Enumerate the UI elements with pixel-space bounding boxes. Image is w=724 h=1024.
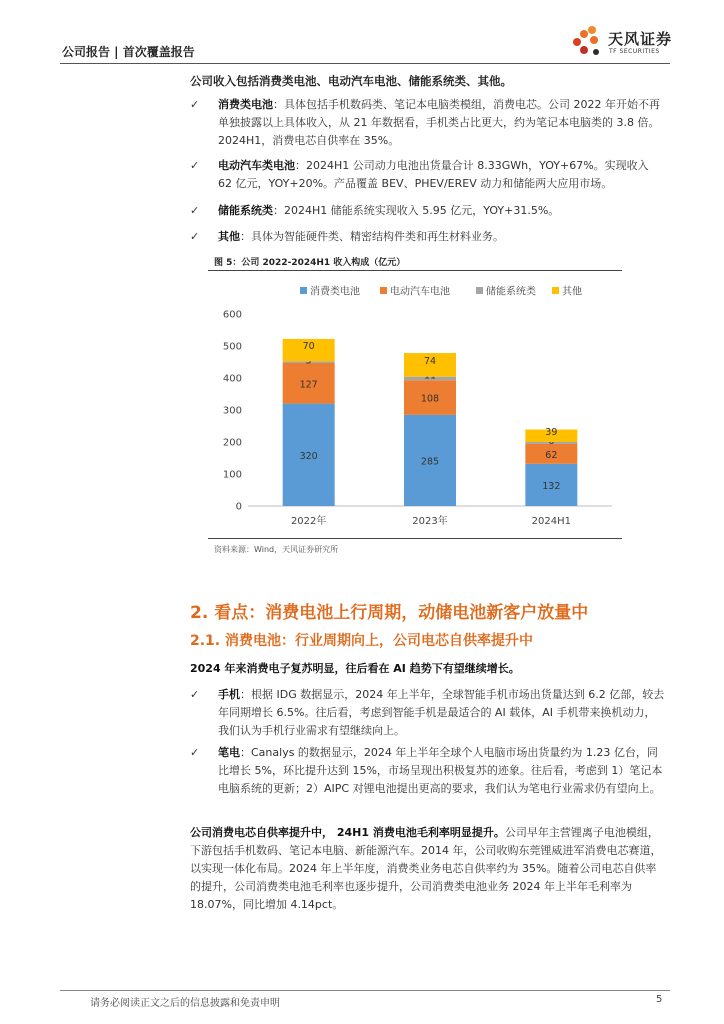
brand-name: 天风证券 xyxy=(608,30,673,48)
bullet-consumer-battery: ✓ 消费类电池：具体包括手机数码类、笔记本电脑类模组，消费电芯。公司 2022 年开始不再单独披露以上具体收入，从 21 年数据看，手机类占比更大，约为笔记本电脑类的 3.8 倍。2024H1，消费电芯自供率在 35%。 xyxy=(190,98,660,147)
legend-label: 其他 xyxy=(562,286,582,298)
report-type-header: 公司报告 | 首次覆盖报告 xyxy=(62,45,195,59)
data-label: 70 xyxy=(302,341,315,353)
check-icon: ✓ xyxy=(190,230,200,243)
y-tick-label: 0 xyxy=(235,501,242,513)
x-tick-label: 2022年 xyxy=(290,516,327,527)
data-label: 39 xyxy=(545,426,558,438)
legend-label: 电动汽车电池 xyxy=(390,286,450,298)
section-heading: 2. 看点：消费电池上行周期，动储电池新客户放量中 xyxy=(190,603,589,623)
y-tick-label: 400 xyxy=(222,373,242,385)
data-label: 285 xyxy=(420,456,440,468)
data-label: 74 xyxy=(423,355,437,367)
y-tick-label: 500 xyxy=(222,341,242,353)
legend-swatch xyxy=(380,287,387,294)
bullet-energy-storage: ✓ 储能系统类：2024H1 储能系统实现收入 5.95 亿元，YOY+31.5%。 xyxy=(190,202,665,220)
body-paragraph: 公司消费电芯自供率提升中， 24H1 消费电池毛利率明显提升。公司早年主营锂离子电池模组，下游包括手机数码、笔记本电脑、新能源汽车。2014 年，公司收购东莞锂威进军消费电芯赛道，以实现一体化布局。2024 年上半年度，消费类业务电芯自供率约为 35%。随着公司电芯自供率的提升，公司消费类电池毛利率也逐步提升，公司消费类电池业务 2024 年上半年毛利率为 18.07%，同比增加 4.14pct。 xyxy=(190,826,662,911)
revenue-stacked-bar-chart xyxy=(208,272,622,536)
data-label: 62 xyxy=(545,449,558,461)
footer-disclaimer: 请务必阅读正文之后的信息披露和免责申明 xyxy=(90,998,280,1009)
header-divider xyxy=(60,63,670,64)
legend-swatch xyxy=(552,287,559,294)
y-tick-label: 100 xyxy=(222,469,242,481)
check-icon: ✓ xyxy=(190,688,200,701)
data-label: 320 xyxy=(299,450,318,462)
legend-label: 消费类电池 xyxy=(310,286,360,298)
legend-label: 储能系统类 xyxy=(486,286,536,298)
footer-divider xyxy=(60,990,670,991)
legend-swatch xyxy=(476,287,483,294)
brand-name-en: TF SECURITIES xyxy=(609,48,660,55)
figure-bottom-rule xyxy=(208,538,622,539)
y-tick-label: 600 xyxy=(222,309,242,321)
data-label: 108 xyxy=(420,393,440,405)
check-icon: ✓ xyxy=(190,746,200,759)
check-icon: ✓ xyxy=(190,98,200,111)
bullet-ev-battery: ✓ 电动汽车类电池：2024H1 公司动力电池出货量合计 8.33GWh，YOY+67%。实现收入 62 亿元，YOY+20%。产品覆盖 BEV、PHEV/EREV 动力和储能两大应用市场。 xyxy=(190,159,649,190)
legend-swatch xyxy=(300,287,307,294)
bullet-other: ✓ 其他：具体为智能硬件类、精密结构件类和再生材料业务。 xyxy=(190,228,665,246)
revenue-intro: 公司收入包括消费类电池、电动汽车电池、储能系统类、其他。 xyxy=(190,74,512,88)
figure-top-rule xyxy=(208,270,622,271)
check-icon: ✓ xyxy=(190,159,200,172)
figure-title: 图 5：公司 2022-2024H1 收入构成（亿元） xyxy=(214,258,406,268)
section-lead: 2024 年来消费电子复苏明显，往后看在 AI 趋势下有望继续增长。 xyxy=(190,662,520,675)
bullet-laptop: ✓ 笔电：Canalys 的数据显示，2024 年上半年全球个人电脑市场出货量约为 1.23 亿台，同比增长 5%，环比提升达到 15%，市场呈现出积极复苏的迹象。往后看，考虑到 1）笔记本电脑系统的更新；2）AIPC 对锂电池提出更高的要求，我们认为笔电行业需求仍有望向上。 xyxy=(190,746,663,795)
data-label: 132 xyxy=(542,480,561,492)
y-tick-label: 200 xyxy=(222,437,242,449)
x-tick-label: 2024H1 xyxy=(531,516,572,527)
subsection-heading: 2.1. 消费电池：行业周期向上，公司电芯自供率提升中 xyxy=(190,633,533,649)
y-tick-label: 300 xyxy=(222,405,242,417)
page-number: 5 xyxy=(656,994,663,1005)
data-label: 127 xyxy=(299,379,318,391)
bullet-smartphone: ✓ 手机：根据 IDG 数据显示，2024 年上半年，全球智能手机市场出货量达到 6.2 亿部，较去年同期增长 6.5%。往后看，考虑到智能手机是最适合的 AI 载体，AI 手机带来换机动力，我们认为手机行业需求有望继续向上。 xyxy=(190,688,665,737)
figure-source: 资料来源：Wind，天风证券研究所 xyxy=(214,545,339,554)
x-tick-label: 2023年 xyxy=(412,516,448,527)
check-icon: ✓ xyxy=(190,204,200,217)
